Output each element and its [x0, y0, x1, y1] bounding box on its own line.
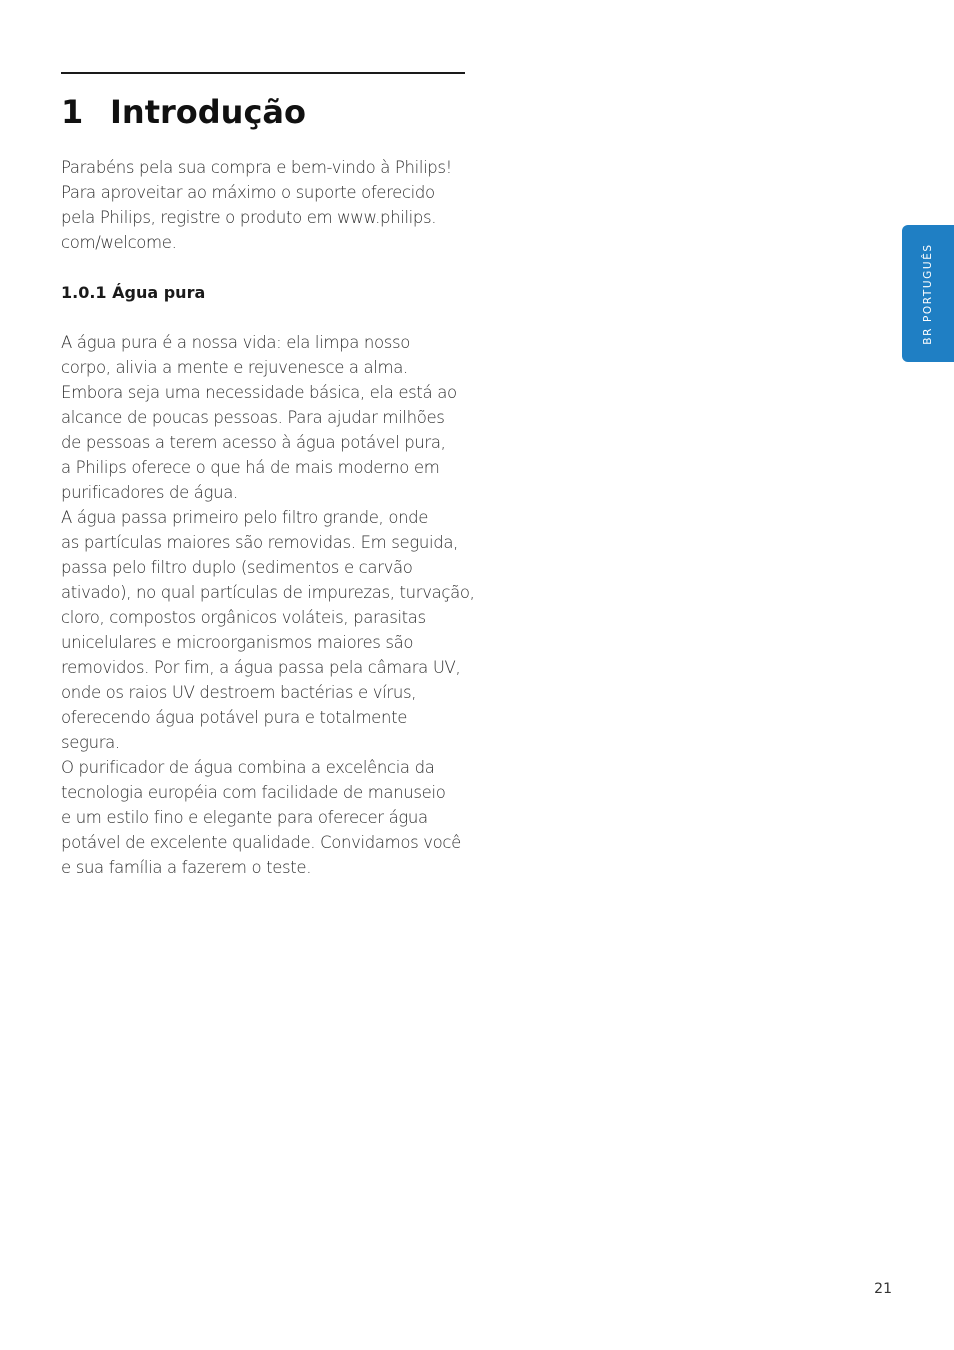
- body-line: unicelulares e microorganismos maiores são: [61, 633, 414, 652]
- chapter-number: 1: [61, 93, 84, 131]
- body-line: A água pura é a nossa vida: ela limpa nosso: [61, 333, 410, 352]
- chapter-title-text: Introdução: [110, 93, 306, 131]
- body-line: O purificador de água combina a excelência da: [61, 758, 435, 777]
- body-line: de pessoas a terem acesso à água potável pura,: [61, 433, 446, 452]
- body-line: e sua família a fazerem o teste.: [61, 858, 312, 877]
- body-line: tecnologia européia com facilidade de manuseio: [61, 783, 446, 802]
- intro-line: com/welcome.: [61, 233, 177, 252]
- body-line: purificadores de água.: [61, 483, 238, 502]
- body-paragraph: [61, 330, 481, 880]
- body-line: a Philips oferece o que há de mais moderno em: [61, 458, 440, 477]
- body-line: e um estilo fino e elegante para oferecer água: [61, 808, 428, 827]
- intro-line: pela Philips, registre o produto em www.philips.: [61, 208, 437, 227]
- body-line: segura.: [61, 733, 120, 752]
- body-line: removidos. Por fim, a água passa pela câmara UV,: [61, 658, 461, 677]
- body-line: ativado), no qual partículas de impurezas, turvação,: [61, 583, 475, 602]
- body-line: alcance de poucas pessoas. Para ajudar milhões: [61, 408, 445, 427]
- body-line: cloro, compostos orgânicos voláteis, parasitas: [61, 608, 426, 627]
- intro-line: Parabéns pela sua compra e bem-vindo à Philips!: [61, 158, 452, 177]
- section-heading: 1.0.1 Água pura: [61, 283, 206, 302]
- page-number: 21: [874, 1281, 892, 1297]
- chapter-title: [61, 92, 306, 132]
- body-line: potável de excelente qualidade. Convidamos você: [61, 833, 461, 852]
- language-tab-label: BR PORTUGUÊS: [922, 242, 934, 345]
- body-line: oferecendo água potável pura e totalmente: [61, 708, 407, 727]
- body-line: Embora seja uma necessidade básica, ela está ao: [61, 383, 457, 402]
- intro-paragraph: [61, 155, 481, 255]
- body-line: passa pelo filtro duplo (sedimentos e carvão: [61, 558, 413, 577]
- body-line: onde os raios UV destroem bactérias e vírus,: [61, 683, 417, 702]
- body-line: corpo, alivia a mente e rejuvenesce a alma.: [61, 358, 408, 377]
- language-side-tab: [902, 225, 954, 362]
- body-line: A água passa primeiro pelo filtro grande, onde: [61, 508, 429, 527]
- intro-line: Para aproveitar ao máximo o suporte oferecido: [61, 183, 435, 202]
- body-line: as partículas maiores são removidas. Em seguida,: [61, 533, 458, 552]
- top-divider-rule: [61, 72, 465, 74]
